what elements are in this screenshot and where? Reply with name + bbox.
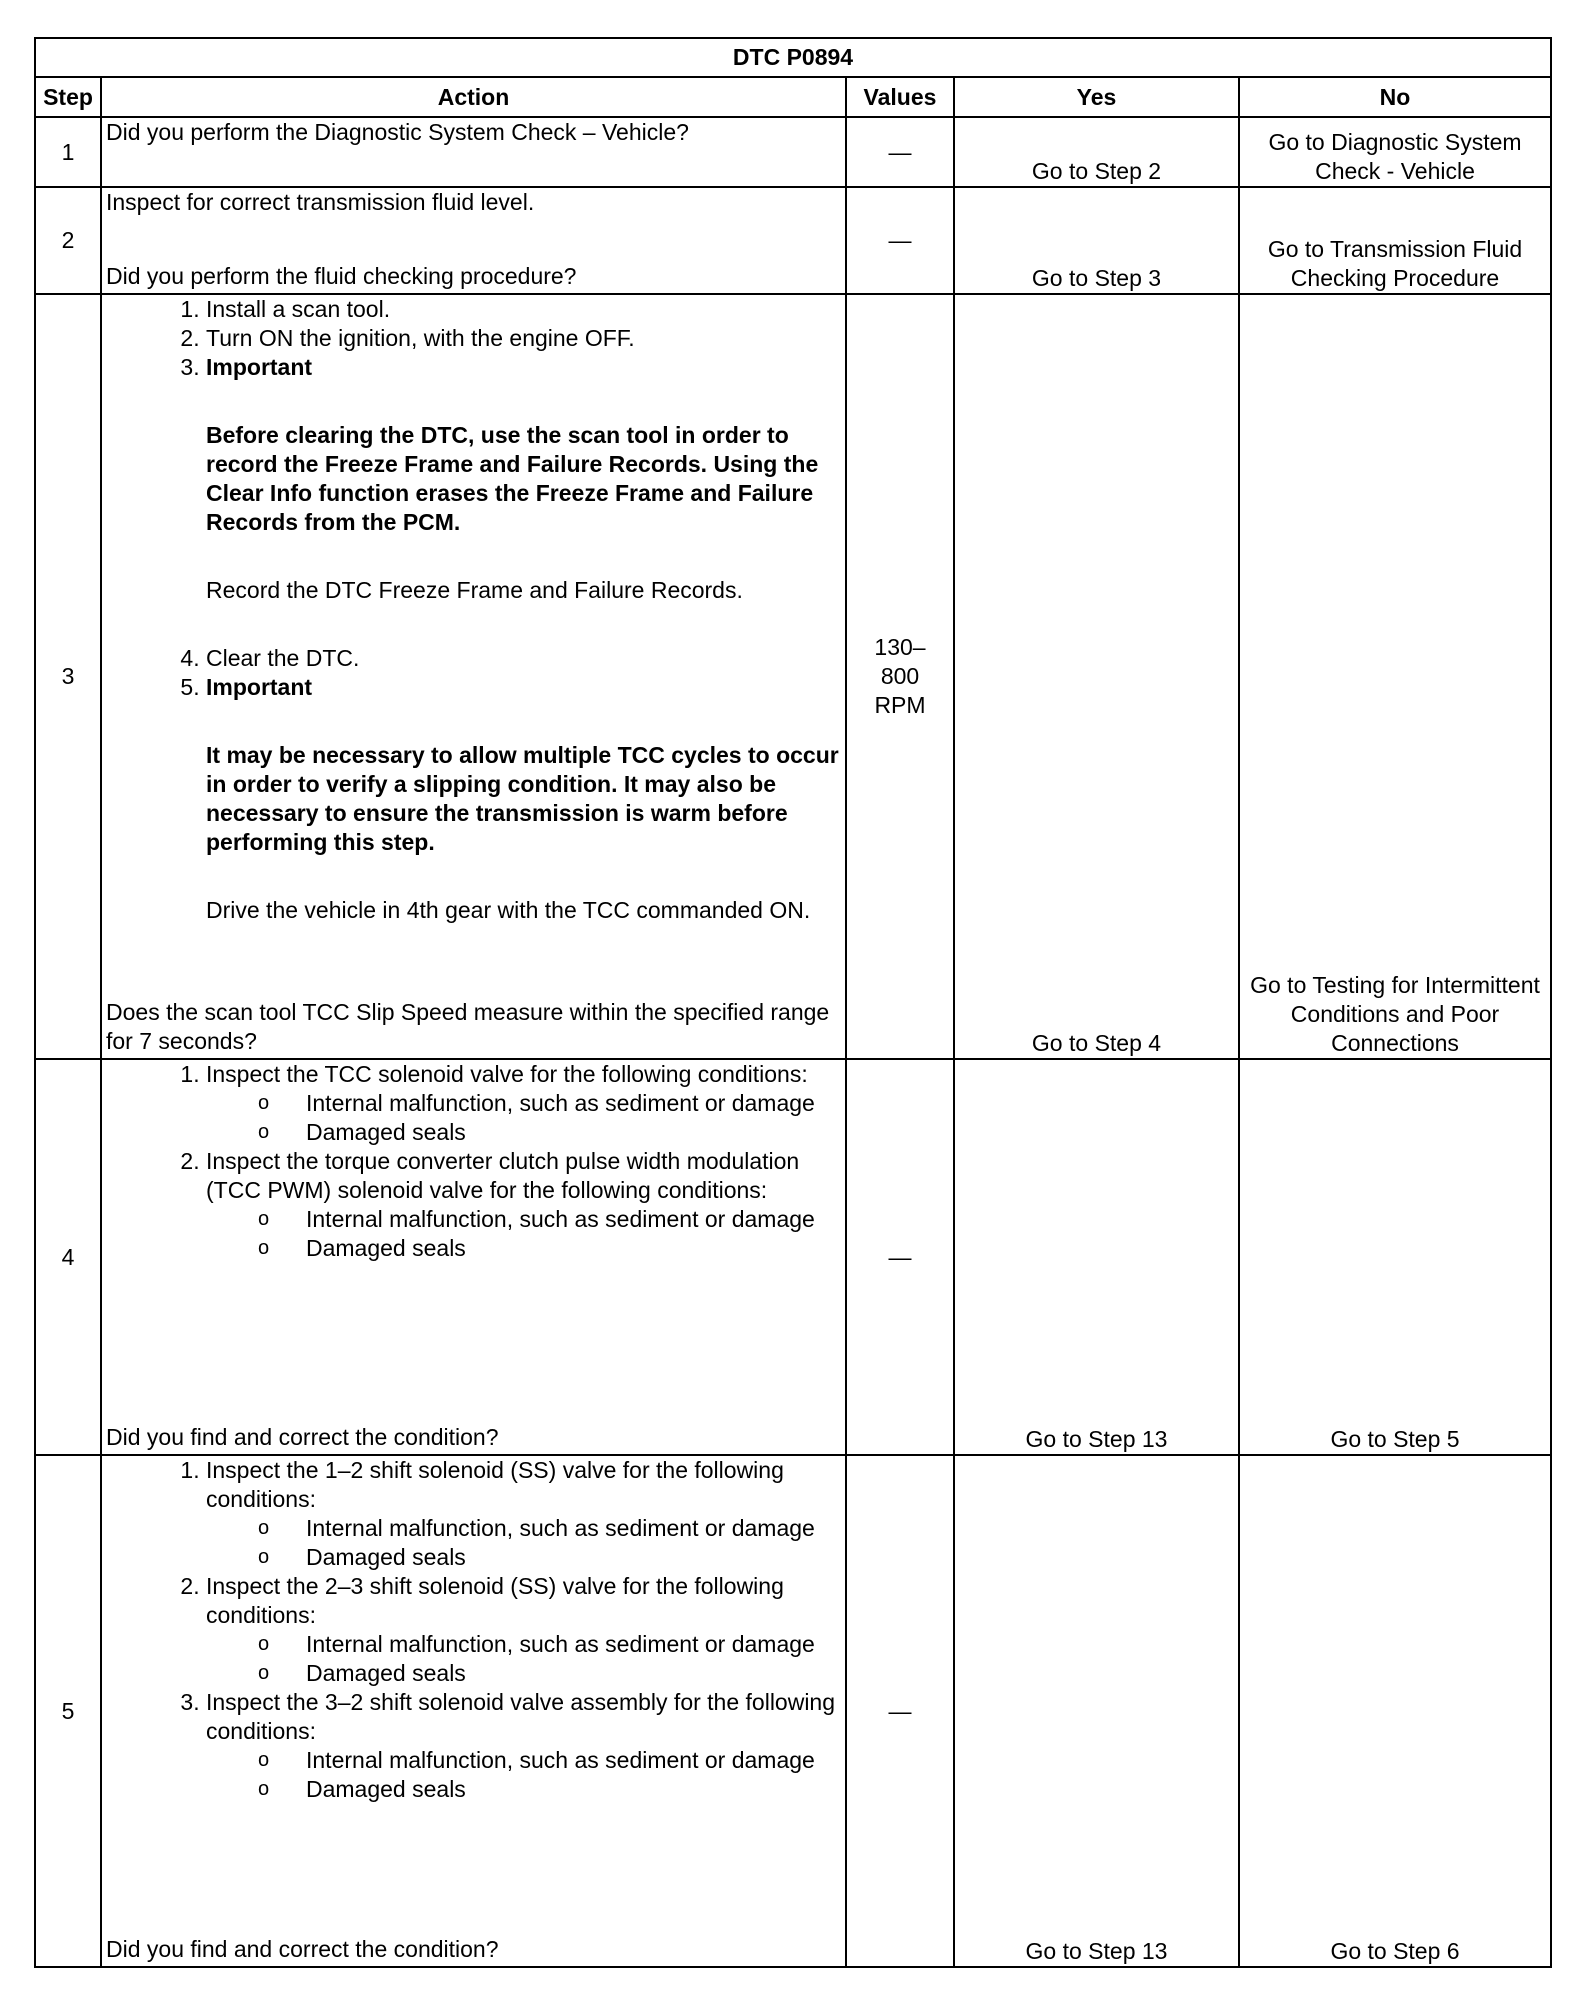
action-cell [101, 1059, 846, 1455]
bullet-icon: o [258, 1517, 270, 1539]
bullet-icon: o [258, 1778, 270, 1800]
action-list [106, 1456, 841, 1804]
sub-list-item: o Damaged seals [258, 1119, 466, 1145]
no-cell: Go to Diagnostic System Check - Vehicle [1239, 117, 1551, 187]
list-item: 4. Clear the DTC. [206, 644, 841, 673]
no-cell: Go to Transmission Fluid Checking Procedure [1239, 187, 1551, 294]
instruction-text: Drive the vehicle in 4th gear with the TCC commanded ON. [206, 897, 811, 923]
table-row-step-3 [35, 294, 1551, 1059]
table-row-step-4 [35, 1059, 1551, 1455]
step-number: 4 [35, 1059, 101, 1455]
values-cell: — [846, 187, 954, 294]
action-cell [101, 1455, 846, 1967]
sub-list [206, 1630, 841, 1688]
no-cell: Go to Testing for Intermittent Conditions and Poor Connections [1239, 294, 1551, 1059]
yes-cell: Go to Step 2 [954, 117, 1239, 187]
values-text: 130– 800 RPM [874, 634, 926, 718]
no-cell: Go to Step 5 [1239, 1059, 1551, 1455]
action-text: Inspect for correct transmission fluid level. [106, 189, 535, 215]
table-title: DTC P0894 [35, 38, 1551, 77]
bullet-icon: o [258, 1237, 270, 1259]
list-item [206, 353, 841, 644]
bullet-icon: o [258, 1092, 270, 1114]
bullet-icon: o [258, 1749, 270, 1771]
header-no: No [1239, 77, 1551, 117]
action-list [106, 1060, 841, 1263]
sub-list-item: o Damaged seals [258, 1544, 466, 1570]
step-number: 2 [35, 187, 101, 294]
table-row-step-2 [35, 187, 1551, 294]
bullet-icon: o [258, 1208, 270, 1230]
yes-cell: Go to Step 3 [954, 187, 1239, 294]
dtc-table [34, 37, 1552, 1968]
step-number: 1 [35, 117, 101, 187]
list-item: 1. Inspect the 1–2 shift solenoid (SS) valve for the following conditions: o Internal malfunction, such as sediment or damage o Damaged seals [206, 1456, 841, 1572]
action-cell [101, 294, 846, 1059]
values-cell: — [846, 117, 954, 187]
sub-list [206, 1205, 841, 1263]
yes-cell: Go to Step 13 [954, 1059, 1239, 1455]
list-item: 2. Turn ON the ignition, with the engine OFF. [206, 324, 841, 353]
list-item: 3. Inspect the 3–2 shift solenoid valve assembly for the following conditions: o Internal malfunction, such as sediment or damage o Damaged seals [206, 1688, 841, 1804]
sub-list [206, 1746, 841, 1804]
yes-cell: Go to Step 4 [954, 294, 1239, 1059]
bullet-icon: o [258, 1121, 270, 1143]
header-yes: Yes [954, 77, 1239, 117]
question-text: Did you find and correct the condition? [106, 1936, 499, 1962]
sub-list-item: o Damaged seals [258, 1235, 466, 1261]
step-number: 5 [35, 1455, 101, 1967]
header-action: Action [101, 77, 846, 117]
important-note: Before clearing the DTC, use the scan tool in order to record the Freeze Frame and Failure Records. Using the Clear Info function erases the Freeze Frame and Failure Records from the PCM. [206, 422, 819, 535]
table-row-step-1 [35, 117, 1551, 187]
header-row [35, 77, 1551, 117]
sub-list-item: o Damaged seals [258, 1776, 466, 1802]
sub-list-item: o Internal malfunction, such as sediment or damage [258, 1515, 815, 1541]
no-cell: Go to Step 6 [1239, 1455, 1551, 1967]
question-text: Did you find and correct the condition? [106, 1424, 499, 1450]
list-item [206, 673, 841, 925]
sub-list-item: o Damaged seals [258, 1660, 466, 1686]
sub-list-item: o Internal malfunction, such as sediment or damage [258, 1206, 815, 1232]
values-cell: — [846, 1455, 954, 1967]
action-text: Did you perform the Diagnostic System Check – Vehicle? [106, 119, 689, 145]
action-cell [101, 117, 846, 187]
sub-list-item: o Internal malfunction, such as sediment or damage [258, 1631, 815, 1657]
important-note: It may be necessary to allow multiple TCC cycles to occur in order to verify a slipping condition. It may also be necessary to ensure the transmission is warm before performing this step. [206, 742, 839, 855]
action-cell [101, 187, 846, 294]
header-step: Step [35, 77, 101, 117]
bullet-icon: o [258, 1546, 270, 1568]
instruction-text: Record the DTC Freeze Frame and Failure Records. [206, 577, 743, 603]
values-cell: — [846, 1059, 954, 1455]
important-label: Important [206, 674, 313, 700]
sub-list [206, 1089, 841, 1147]
list-item: 1. Inspect the TCC solenoid valve for the following conditions: o Internal malfunction, such as sediment or damage o Damaged seals [206, 1060, 841, 1147]
important-label: Important [206, 354, 313, 380]
list-item: 2. Inspect the torque converter clutch pulse width modulation (TCC PWM) solenoid valve for the following conditions: o Internal malfunction, such as sediment or damage o Damaged seals [206, 1147, 841, 1263]
bullet-icon: o [258, 1633, 270, 1655]
action-list [106, 295, 841, 925]
question-text: Does the scan tool TCC Slip Speed measure within the specified range for 7 seconds? [106, 999, 830, 1054]
question-text: Did you perform the fluid checking procedure? [106, 263, 577, 289]
sub-list-item: o Internal malfunction, such as sediment or damage [258, 1747, 815, 1773]
sub-list [206, 1514, 841, 1572]
list-item: 2. Inspect the 2–3 shift solenoid (SS) valve for the following conditions: o Internal malfunction, such as sediment or damage o Damaged seals [206, 1572, 841, 1688]
yes-cell: Go to Step 13 [954, 1455, 1239, 1967]
bullet-icon: o [258, 1662, 270, 1684]
sub-list-item: o Internal malfunction, such as sediment or damage [258, 1090, 815, 1116]
header-values: Values [846, 77, 954, 117]
step-number: 3 [35, 294, 101, 1059]
table-row-step-5 [35, 1455, 1551, 1967]
list-item: 1. Install a scan tool. [206, 295, 841, 324]
values-cell [846, 294, 954, 1059]
